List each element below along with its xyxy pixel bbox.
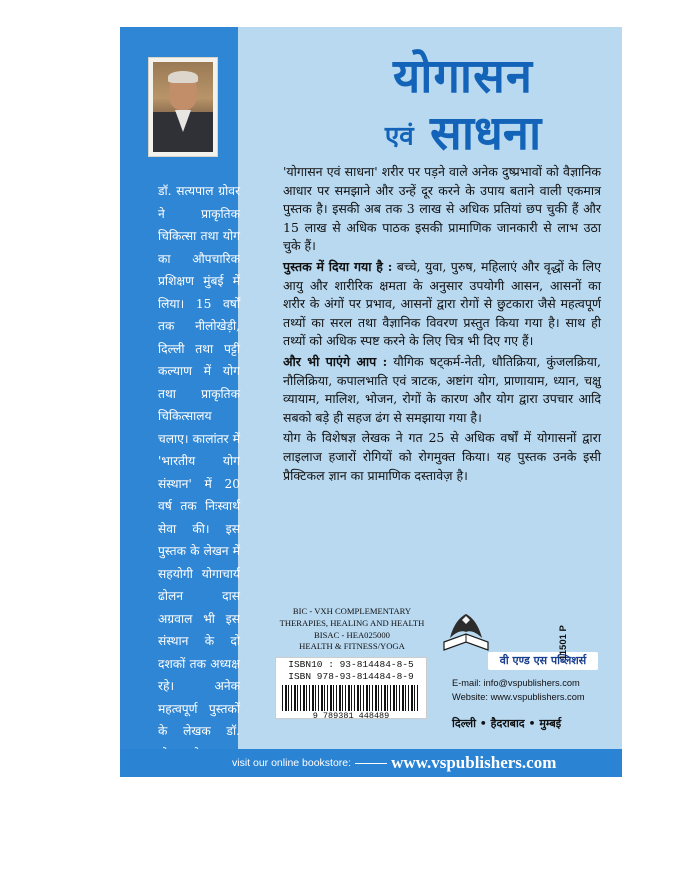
barcode-digits: 9 789381 448489 xyxy=(312,711,390,721)
blurb-paragraph-3 xyxy=(283,353,601,427)
barcode-bars xyxy=(282,685,420,711)
blurb-lead-3: और भी पाएंगे आप : xyxy=(283,353,388,369)
publisher-cities: दिल्ली • हैदराबाद • मुम्बई xyxy=(452,717,562,730)
author-bio-text: डॉ. सत्यपाल ग्रोवर ने प्राकृतिक चिकित्सा तथा योग का औपचारिक प्रशिक्षण मुंबई में लिया। 15 वर्षों तक नीलोखेड़ी, दिल्ली तथा पट्टी कल्याण में योग तथा प्राकृतिक चिकित्सालय चलाए। कालांतर में 'भारतीय योग संस्थान' में 20 वर्ष तक निःस्वार्थ सेवा की। इस पुस्तक के लेखन में सहयोगी योगाचार्य ढोलन दास अग्रवाल भी इस संस्थान के दो दशकों तक अध्यक्ष रहे। अनेक महत्वपूर्ण पुस्तकों के लेखक डॉ. प्रशिक्षण के लिए सैकड़ों कक्षाएं एवं कैम्प भी आयोजित किए। xyxy=(158,184,240,873)
bic-line-2: THERAPIES, HEALING AND HEALTH xyxy=(279,617,425,628)
book-eagle-logo-icon xyxy=(440,612,492,660)
footer-divider-line xyxy=(355,763,387,764)
catalog-code: 11501 P xyxy=(558,625,569,660)
blurb-text-2: बच्चे, युवा, पुरुष, महिलाएं और वृद्धों के लिए आयु और शारीरिक क्षमता के अनुसार उपयोगी आसन, आसनों का शरीर के अंगों पर प्रभाव, आसनों द्वारा रोगों से छुटकारा जैसे महत्वपूर्ण तथ्यों का सरल तथा वैज्ञानिक विवरण प्रस्तुत किया गया है। साथ ही तथ्यों को अधिक स्पष्ट करने के लिए चित्र भी दिए गए हैं। xyxy=(283,258,601,349)
blurb-paragraph-4: योग के विशेषज्ञ लेखक ने गत 25 से अधिक वर्षों में योगासनों द्वारा लाइलाज हजारों रोगियों को रोगमुक्त किया। यह पुस्तक उनके इसी प्रैक्टिकल ज्ञान का प्रामाणिक दस्तावेज़ है। xyxy=(283,430,601,483)
isbn-13: ISBN 978-93-814484-8-9 xyxy=(288,671,414,682)
footer-bar xyxy=(120,749,622,777)
footer-visit-text: visit our online bookstore: xyxy=(232,757,352,769)
blurb-text-3: यौगिक षट्कर्म-नेती, धौतिक्रिया, कुंजलक्रिया, नौलिक्रिया, कपालभाति एवं त्राटक, अष्टांग योग, प्राणायाम, ध्यान, चक्षु व्यायाम, मालिश, भोजन, रोगों के कारण और योग द्वारा उपचार आदि सबको बड़े ही सहज ढंग से समझाया गया है। xyxy=(283,353,602,425)
author-photo xyxy=(148,57,218,157)
title-conjunction: एवं xyxy=(384,121,414,152)
title-word-2: साधना xyxy=(430,106,542,161)
isbn-10: ISBN10 : 93-814484-8-5 xyxy=(288,659,414,670)
title-line-2 xyxy=(318,106,608,165)
bic-codes xyxy=(272,606,432,653)
bisac-line-1: BISAC - HEA025000 xyxy=(314,629,390,640)
isbn-barcode xyxy=(275,657,427,719)
publisher-website: Website: www.vspublishers.com xyxy=(452,692,585,702)
book-title xyxy=(318,48,608,165)
blurb xyxy=(283,163,601,487)
blurb-paragraph-1: 'योगासन एवं साधना' शरीर पर पड़ने वाले अनेक दुष्प्रभावों को वैज्ञानिक आधार पर समझाने और उन्हें दूर करने के उपाय बताने वाली एकमात्र पुस्तक है। इसकी अब तक 3 लाख से अधिक प्रतियां छप चुकी हैं और 15 लाख से अधिक पाठक इसकी प्रामाणिक जानकारी से लाभ उठा चुके हैं। xyxy=(283,164,601,254)
publisher-contact xyxy=(452,676,602,704)
bisac-line-2: HEALTH & FITNESS/YOGA xyxy=(299,641,405,652)
blurb-lead-2: पुस्तक में दिया गया है : xyxy=(283,258,393,274)
title-line-1: योगासन xyxy=(393,49,533,104)
footer-website-link[interactable]: www.vspublishers.com xyxy=(391,753,557,772)
bic-line-1: BIC - VXH COMPLEMENTARY xyxy=(292,606,412,616)
blurb-paragraph-2 xyxy=(283,258,601,351)
publisher-name: वी एण्ड एस पब्लिशर्स xyxy=(488,652,598,670)
publisher-email: E-mail: info@vspublishers.com xyxy=(452,678,580,688)
